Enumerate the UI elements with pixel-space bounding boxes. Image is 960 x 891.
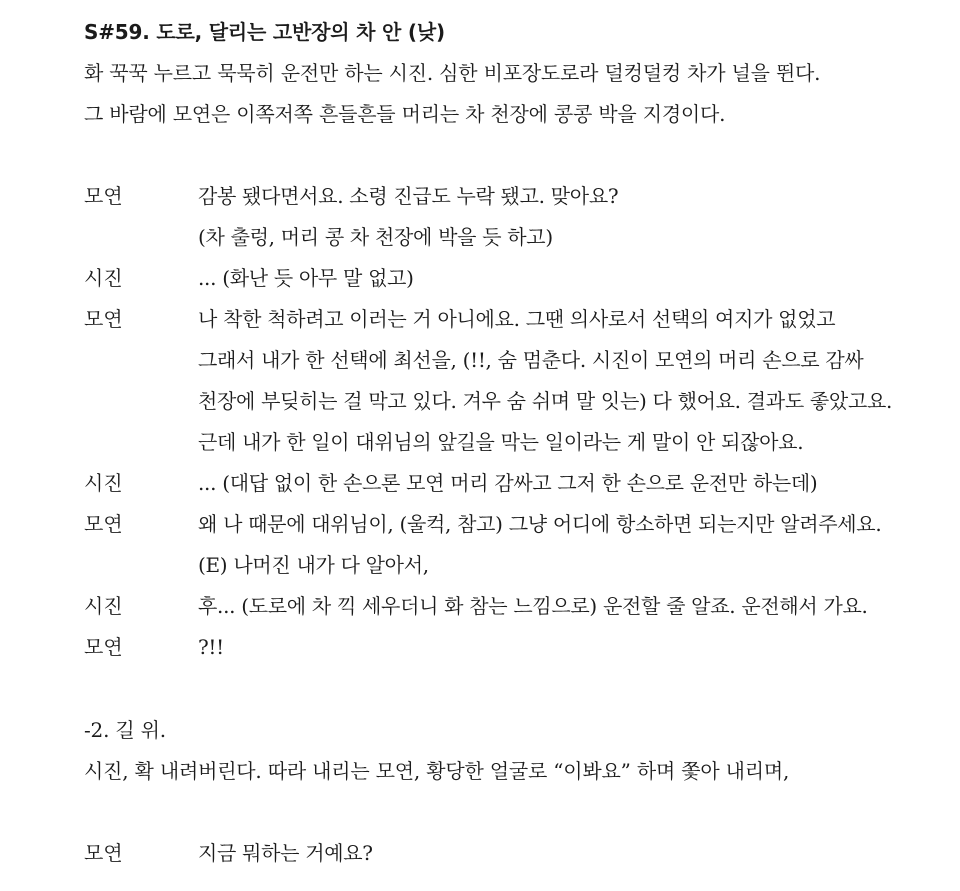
action-line: 시진, 확 내려버린다. 따라 내리는 모연, 황당한 얼굴로 “이봐요” 하며 쫓아 내리며, [84, 759, 790, 783]
dialogue-line: 근데 내가 한 일이 대위님의 앞길을 막는 일이라는 게 말이 안 되잖아요. [198, 430, 804, 454]
speaker-name: 모연 [84, 307, 123, 331]
dialogue-line: 나 착한 척하려고 이러는 거 아니에요. 그땐 의사로서 선택의 여지가 없었고 [198, 307, 836, 331]
subscene-heading: -2. 길 위. [84, 718, 166, 742]
speaker-name: 시진 [84, 266, 123, 290]
action-line: 화 꾹꾹 누르고 묵묵히 운전만 하는 시진. 심한 비포장도로라 덜컹덜컹 차가 널을 뛴다. [84, 61, 821, 85]
dialogue-line: (E) 나머진 내가 다 알아서, [198, 553, 429, 577]
dialogue-line: (차 출렁, 머리 콩 차 천장에 박을 듯 하고) [198, 225, 553, 249]
dialogue-line: ... (대답 없이 한 손으론 모연 머리 감싸고 그저 한 손으로 운전만 하는데) [198, 471, 818, 495]
speaker-name: 모연 [84, 635, 123, 659]
dialogue-line: 천장에 부딪히는 걸 막고 있다. 겨우 숨 쉬며 말 잇는) 다 했어요. 결과도 좋았고요. [198, 389, 893, 413]
dialogue-line: 감봉 됐다면서요. 소령 진급도 누락 됐고. 맞아요? [198, 184, 619, 208]
action-line: 그 바람에 모연은 이쪽저쪽 흔들흔들 머리는 차 천장에 콩콩 박을 지경이다. [84, 102, 726, 126]
speaker-name: 시진 [84, 594, 123, 618]
dialogue-line: 그래서 내가 한 선택에 최선을, (!!, 숨 멈춘다. 시진이 모연의 머리 손으로 감싸 [198, 348, 864, 372]
dialogue-line: 지금 뭐하는 거예요? [198, 841, 373, 865]
speaker-name: 모연 [84, 184, 123, 208]
dialogue-line: 후... (도로에 차 끽 세우더니 화 참는 느낌으로) 운전할 줄 알죠. 운전해서 가요. [198, 594, 868, 618]
scene-heading: S#59. 도로, 달리는 고반장의 차 안 (낮) [84, 20, 445, 44]
dialogue-line: ?!! [198, 635, 224, 659]
dialogue-line: 왜 나 때문에 대위님이, (울컥, 참고) 그냥 어디에 항소하면 되는지만 알려주세요. [198, 512, 882, 536]
speaker-name: 시진 [84, 471, 123, 495]
speaker-name: 모연 [84, 512, 123, 536]
dialogue-line: ... (화난 듯 아무 말 없고) [198, 266, 414, 290]
speaker-name: 모연 [84, 841, 123, 865]
